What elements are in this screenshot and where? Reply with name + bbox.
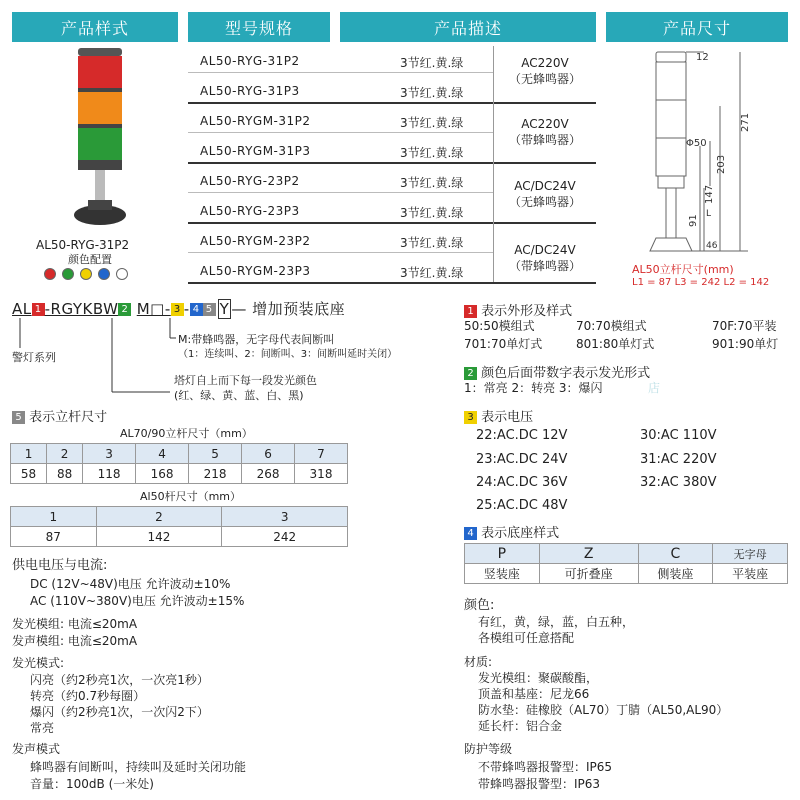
power-ac: AC (110V~380V)电压 允许波动±15%: [30, 594, 245, 608]
model-code: AL 1 -RGYKBW 2 M□- 3 - 4 5 Y — 增加预装底座: [12, 300, 346, 318]
table-row: AL50-RYG-31P3 3节红.黄.绿: [200, 84, 464, 100]
shape-70: 70:70模组式: [576, 319, 647, 333]
green-dot: [62, 268, 74, 280]
table-row: AL50-RYGM-31P2 3节红.黄.绿: [200, 114, 464, 130]
dim-50: Φ50: [686, 138, 707, 149]
dim-147: 147: [704, 184, 715, 204]
tower-pole: [95, 170, 105, 202]
header-model-spec: 型号规格: [188, 12, 330, 42]
protection-2: 带蜂鸣器报警型：IP63: [478, 777, 601, 791]
shape-701: 701:70单灯式: [464, 337, 543, 351]
shape-70f: 70F:70平装: [712, 319, 777, 333]
light-mode-rotate: 转亮（约0.7秒每圈）: [30, 689, 146, 703]
al70-caption: AL70/90立杆尺寸（mm）: [120, 427, 253, 440]
header-product-style: 产品样式: [12, 12, 178, 42]
sound-current: 发声模组: 电流≤20mA: [12, 634, 138, 648]
digital-items: 1：常亮 2：转亮 3：爆闪: [464, 381, 603, 395]
watermark: 店: [648, 381, 661, 395]
light-current: 发光模组: 电流≤20mA: [12, 617, 138, 631]
code-box-5: 5: [203, 303, 216, 316]
header-description: 产品描述: [340, 12, 596, 42]
protection-1: 不带蜂鸣器报警型：IP65: [478, 760, 613, 774]
yellow-dot: [80, 268, 92, 280]
sound-mode-title: 发声模式: [12, 742, 61, 756]
al70-rod-table: 1 2 3 4 5 6 7 58 88 118 168 218 268 318: [10, 443, 348, 484]
dimension-l-values: L1 = 87 L3 = 242 L2 = 142: [632, 277, 770, 288]
table-row: AL50-RYGM-23P2 3节红.黄.绿: [200, 234, 464, 250]
volt-code-31: 31:AC 220V: [640, 452, 717, 467]
shape-50: 50:50模组式: [464, 319, 535, 333]
voltage-group: AC/DC24V （带蜂鸣器）: [508, 243, 581, 273]
al50-caption: Al50杆尺寸（mm）: [140, 490, 242, 503]
table-row: AL50-RYGM-31P3 3节红.黄.绿: [200, 144, 464, 160]
voltage-group: AC220V （带蜂鸣器）: [508, 117, 581, 147]
color-info-title: 颜色:: [464, 598, 495, 613]
tower-green-module: [78, 128, 122, 160]
blue-dot: [98, 268, 110, 280]
power-dc: DC (12V~48V)电压 允许波动±10%: [30, 577, 231, 591]
digital-title: 2 颜色后面带数字表示发光形式: [464, 362, 650, 381]
signal-tower-image: [60, 48, 140, 233]
color-dots: [44, 268, 134, 283]
product-model-label: AL50-RYG-31P2: [36, 238, 130, 252]
table-row: AL50-RYG-23P2 3节红.黄.绿: [200, 174, 464, 190]
material-1: 发光模组：聚碳酸酯，: [478, 671, 599, 685]
dim-203: 203: [716, 154, 727, 174]
voltage-group: AC220V （无蜂鸣器）: [508, 56, 581, 86]
light-mode-title: 发光模式:: [12, 656, 65, 670]
base-table: P Z C 无字母 竖装座 可折叠座 侧装座 平装座: [464, 543, 788, 584]
power-title: 供电电压与电流:: [12, 558, 108, 573]
material-2: 顶盖和基座：尼龙66: [478, 687, 590, 701]
table-row: AL50-RYGM-23P3 3节红.黄.绿: [200, 264, 464, 280]
color-config-label: 颜色配置: [68, 253, 112, 266]
code-box-4: 4: [190, 303, 203, 316]
light-mode-burst: 爆闪（约2秒亮1次，一次闪2下）: [30, 705, 209, 719]
voltage-group: AC/DC24V （无蜂鸣器）: [508, 179, 581, 209]
code-box-3: 3: [171, 303, 184, 316]
dimension-caption: AL50立杆尺寸(mm): [632, 263, 734, 276]
volt-code-23: 23:AC.DC 24V: [476, 452, 568, 467]
material-title: 材质:: [464, 655, 493, 669]
color-info-2: 各模组可任意搭配: [478, 631, 575, 645]
table-row: AL50-RYG-31P2 3节红.黄.绿: [200, 54, 464, 70]
shape-801: 801:80单灯式: [576, 337, 655, 351]
material-4: 延长杆：铝合金: [478, 719, 563, 733]
material-3: 防水垫：硅橡胶（AL70）丁腈（AL50,AL90）: [478, 703, 729, 717]
dimension-drawing: [620, 46, 790, 261]
m-desc-2: （1：连续叫、2：间断叫、3：间断叫延时关闭）: [178, 349, 398, 360]
volt-code-32: 32:AC 380V: [640, 475, 717, 490]
volt-code-24: 24:AC.DC 36V: [476, 475, 568, 490]
light-mode-steady: 常亮: [30, 721, 55, 735]
dim-L: L: [706, 209, 712, 219]
volt-code-22: 22:AC.DC 12V: [476, 428, 568, 443]
sound-volume: 音量：100dB (一米处): [30, 777, 154, 791]
protection-title: 防护等级: [464, 742, 513, 756]
table-row: AL50-RYG-23P3 3节红.黄.绿: [200, 204, 464, 220]
shape-title: 1 表示外形及样式: [464, 300, 572, 319]
al50-rod-table: 1 2 3 87 142 242: [10, 506, 348, 547]
shape-901: 901:90单灯: [712, 337, 779, 351]
voltage-code-title: 3 表示电压: [464, 406, 533, 425]
colors-desc-1: 塔灯自上而下每一段发光颜色: [174, 374, 317, 387]
tower-red-module: [78, 56, 122, 88]
tower-amber-module: [78, 92, 122, 124]
sound-mode-buzzer: 蜂鸣器有间断叫，持续叫及延时关闭功能: [30, 760, 247, 774]
code-box-2: 2: [118, 303, 131, 316]
code-box-1: 1: [32, 303, 45, 316]
colors-desc-2: (红、绿、黄、蓝、白、黑): [174, 389, 304, 402]
header-dimensions: 产品尺寸: [606, 12, 788, 42]
white-dot: [116, 268, 128, 280]
volt-code-25: 25:AC.DC 48V: [476, 498, 568, 513]
series-label: 警灯系列: [12, 351, 56, 364]
volt-code-30: 30:AC 110V: [640, 428, 717, 443]
m-desc-1: M:带蜂鸣器，无字母代表间断叫: [178, 333, 335, 346]
color-info-1: 有红，黄，绿，蓝，白五种，: [478, 615, 635, 629]
dim-271: 271: [740, 112, 751, 132]
dim-12: 12: [696, 52, 709, 63]
rod-size-title: 5 表示立杆尺寸: [12, 406, 107, 425]
light-mode-flash: 闪亮（约2秒亮1次，一次亮1秒）: [30, 673, 209, 687]
tower-cap: [78, 48, 122, 56]
dim-91: 91: [688, 214, 699, 227]
red-dot: [44, 268, 56, 280]
base-title: 4 表示底座样式: [464, 522, 559, 541]
dim-46: 46: [706, 241, 718, 251]
